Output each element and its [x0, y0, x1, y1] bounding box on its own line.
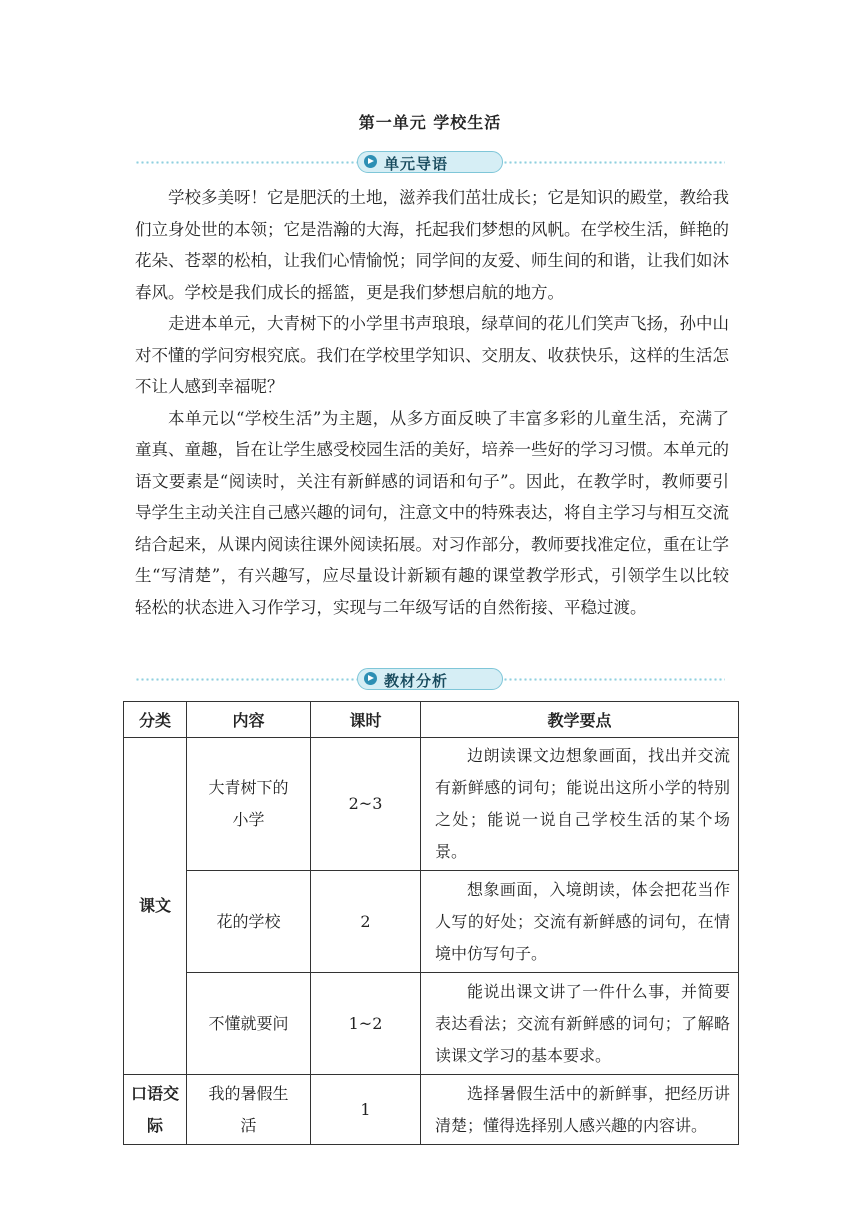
dotted-divider: [503, 161, 725, 164]
intro-paragraph: 走进本单元，大青树下的小学里书声琅琅，绿草间的花儿们笑声飞扬，孙中山对不懂的学问穷根究底。我们在学校里学知识、交朋友、收获快乐，这样的生活怎不让人感到幸福呢？: [135, 314, 729, 396]
table-row: [124, 871, 739, 973]
category-cell: 口语交际: [124, 1075, 187, 1145]
section-heading: 教材分析: [384, 672, 449, 690]
table-row: [124, 738, 739, 871]
hours-cell: 1: [311, 1075, 421, 1145]
arrow-right-icon: [364, 672, 377, 685]
page-title: 第一单元 学校生活: [358, 113, 502, 132]
section-heading: 单元导语: [384, 155, 449, 173]
content-cell: 大青树下的小学: [187, 738, 311, 871]
hours-cell: 2: [311, 871, 421, 973]
points-cell: 想象画面，入境朗读，体会把花当作人写的好处；交流有新鲜感的词句，在情境中仿写句子。: [421, 871, 739, 973]
table-row: [124, 973, 739, 1075]
points-cell: 边朗读课文边想象画面，找出并交流有新鲜感的词句；能说出这所小学的特别之处；能说一说自己学校生活的某个场景。: [421, 738, 739, 871]
hours-cell: 1~2: [311, 973, 421, 1075]
category-cell: 课文: [124, 738, 187, 1075]
column-header: 课时: [311, 702, 421, 738]
points-cell: 选择暑假生活中的新鲜事，把经历讲清楚；懂得选择别人感兴趣的内容讲。: [421, 1075, 739, 1145]
content-cell: 不懂就要问: [187, 973, 311, 1075]
section-banner-intro: [135, 151, 725, 173]
table-row: [124, 1075, 739, 1145]
banner-pill: [357, 151, 503, 173]
intro-paragraph: 本单元以“学校生活”为主题，从多方面反映了丰富多彩的儿童生活，充满了童真、童趣，旨在让学生感受校园生活的美好，培养一些好的学习习惯。本单元的语文要素是“阅读时，关注有新鲜感的词语和句子”。因此，在教学时，教师要引导学生主动关注自己感兴趣的词句，注意文中的特殊表达，将自主学习与相互交流结合起来，从课内阅读往课外阅读拓展。对习作部分，教师要找准定位，重在让学生“写清楚”，有兴趣写，应尽量设计新颖有趣的课堂教学形式，引领学生以比较轻松的状态进入习作学习，实现与二年级写话的自然衔接、平稳过渡。: [135, 408, 729, 617]
dotted-divider: [135, 678, 357, 681]
arrow-right-icon: [364, 155, 377, 168]
column-header: 教学要点: [421, 702, 739, 738]
dotted-divider: [503, 678, 725, 681]
banner-pill: [357, 668, 503, 690]
column-header: 分类: [124, 702, 187, 738]
section-banner-analysis: [135, 668, 725, 690]
hours-cell: 2~3: [311, 738, 421, 871]
unit-intro: [135, 182, 729, 623]
content-cell: 花的学校: [187, 871, 311, 973]
column-header: 内容: [187, 702, 311, 738]
analysis-table: [123, 701, 739, 1145]
intro-paragraph: 学校多美呀！它是肥沃的土地，滋养我们茁壮成长；它是知识的殿堂，教给我们立身处世的本领；它是浩瀚的大海，托起我们梦想的风帆。在学校生活，鲜艳的花朵、苍翠的松柏，让我们心情愉悦；同学间的友爱、师生间的和谐，让我们如沐春风。学校是我们成长的摇篮，更是我们梦想启航的地方。: [135, 188, 729, 302]
points-cell: 能说出课文讲了一件什么事，并简要表达看法；交流有新鲜感的词句；了解略读课文学习的基本要求。: [421, 973, 739, 1075]
dotted-divider: [135, 161, 357, 164]
content-cell: 我的暑假生活: [187, 1075, 311, 1145]
table-header-row: [124, 702, 739, 738]
